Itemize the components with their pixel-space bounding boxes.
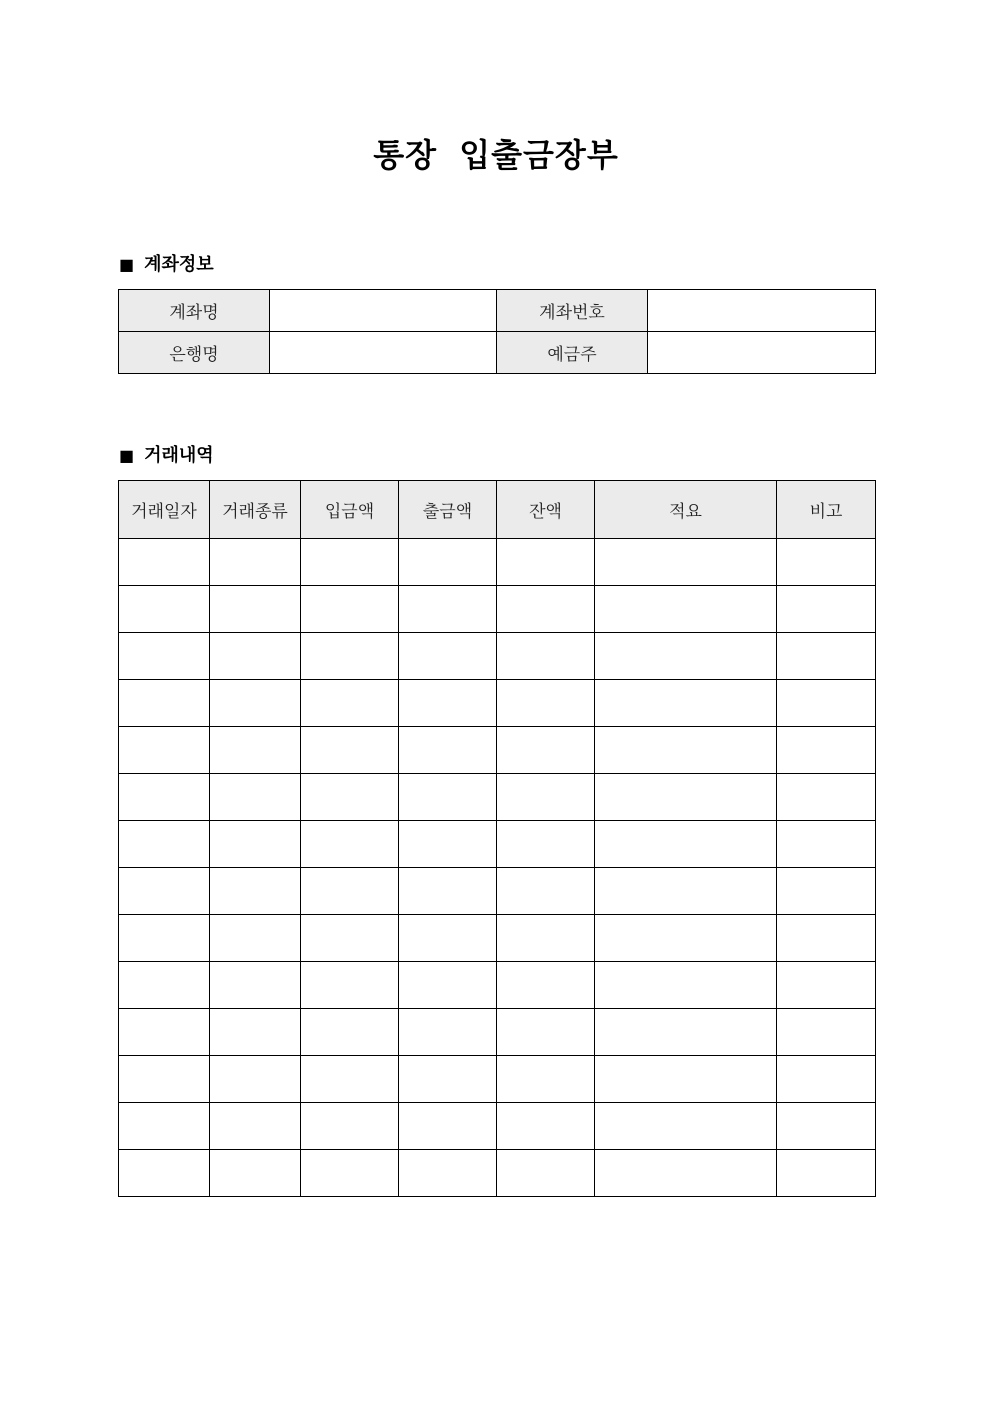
remarks-cell[interactable] (777, 680, 876, 727)
withdrawal-cell[interactable] (399, 821, 497, 868)
description-cell[interactable] (595, 962, 777, 1009)
remarks-cell[interactable] (777, 962, 876, 1009)
deposit-cell[interactable] (301, 1103, 399, 1150)
withdrawal-cell[interactable] (399, 727, 497, 774)
table-row (119, 1009, 876, 1056)
description-cell[interactable] (595, 1150, 777, 1197)
table-row (119, 1103, 876, 1150)
deposit-cell[interactable] (301, 821, 399, 868)
remarks-cell[interactable] (777, 727, 876, 774)
type-cell[interactable] (210, 962, 301, 1009)
column-header-balance: 잔액 (497, 481, 595, 539)
table-row (119, 586, 876, 633)
withdrawal-cell[interactable] (399, 539, 497, 586)
description-cell[interactable] (595, 539, 777, 586)
date-cell[interactable] (119, 868, 210, 915)
balance-cell[interactable] (497, 586, 595, 633)
date-cell[interactable] (119, 539, 210, 586)
type-cell[interactable] (210, 868, 301, 915)
description-cell[interactable] (595, 633, 777, 680)
deposit-cell[interactable] (301, 727, 399, 774)
description-cell[interactable] (595, 1103, 777, 1150)
table-row (119, 962, 876, 1009)
table-row (119, 539, 876, 586)
withdrawal-cell[interactable] (399, 680, 497, 727)
type-cell[interactable] (210, 774, 301, 821)
remarks-cell[interactable] (777, 586, 876, 633)
date-cell[interactable] (119, 727, 210, 774)
withdrawal-cell[interactable] (399, 1150, 497, 1197)
column-header-withdrawal: 출금액 (399, 481, 497, 539)
transactions-table-body (119, 539, 876, 1197)
transactions-section-heading (119, 444, 214, 468)
description-cell[interactable] (595, 821, 777, 868)
description-cell[interactable] (595, 586, 777, 633)
deposit-cell[interactable] (301, 962, 399, 1009)
withdrawal-cell[interactable] (399, 915, 497, 962)
date-cell[interactable] (119, 633, 210, 680)
type-cell[interactable] (210, 915, 301, 962)
withdrawal-cell[interactable] (399, 633, 497, 680)
remarks-cell[interactable] (777, 633, 876, 680)
deposit-cell[interactable] (301, 633, 399, 680)
description-cell[interactable] (595, 727, 777, 774)
description-cell[interactable] (595, 1009, 777, 1056)
bank-name-field[interactable] (270, 332, 497, 374)
table-row (119, 868, 876, 915)
remarks-cell[interactable] (777, 774, 876, 821)
deposit-cell[interactable] (301, 774, 399, 821)
date-cell[interactable] (119, 962, 210, 1009)
description-cell[interactable] (595, 868, 777, 915)
account-holder-label: 예금주 (497, 332, 648, 374)
type-cell[interactable] (210, 539, 301, 586)
type-cell[interactable] (210, 1009, 301, 1056)
square-bullet-icon: ■ (119, 446, 135, 465)
deposit-cell[interactable] (301, 1150, 399, 1197)
account-name-label: 계좌명 (119, 290, 270, 332)
table-row (119, 821, 876, 868)
date-cell[interactable] (119, 915, 210, 962)
account-number-field[interactable] (648, 290, 876, 332)
deposit-cell[interactable] (301, 1009, 399, 1056)
type-cell[interactable] (210, 633, 301, 680)
table-row (119, 680, 876, 727)
date-cell[interactable] (119, 1056, 210, 1103)
table-row (119, 1150, 876, 1197)
bank-name-label: 은행명 (119, 332, 270, 374)
date-cell[interactable] (119, 1009, 210, 1056)
balance-cell[interactable] (497, 633, 595, 680)
type-cell[interactable] (210, 1150, 301, 1197)
square-bullet-icon: ■ (119, 255, 135, 274)
remarks-cell[interactable] (777, 1009, 876, 1056)
account-holder-field[interactable] (648, 332, 876, 374)
column-header-date: 거래일자 (119, 481, 210, 539)
account-name-field[interactable] (270, 290, 497, 332)
transactions-table (118, 480, 876, 1197)
description-cell[interactable] (595, 915, 777, 962)
balance-cell[interactable] (497, 821, 595, 868)
remarks-cell[interactable] (777, 821, 876, 868)
type-cell[interactable] (210, 1103, 301, 1150)
deposit-cell[interactable] (301, 1056, 399, 1103)
withdrawal-cell[interactable] (399, 1009, 497, 1056)
withdrawal-cell[interactable] (399, 1103, 497, 1150)
balance-cell[interactable] (497, 1056, 595, 1103)
transactions-section-title: 거래내역 (144, 445, 214, 466)
balance-cell[interactable] (497, 1150, 595, 1197)
deposit-cell[interactable] (301, 586, 399, 633)
description-cell[interactable] (595, 680, 777, 727)
remarks-cell[interactable] (777, 1150, 876, 1197)
table-row (119, 727, 876, 774)
description-cell[interactable] (595, 774, 777, 821)
balance-cell[interactable] (497, 915, 595, 962)
type-cell[interactable] (210, 727, 301, 774)
balance-cell[interactable] (497, 539, 595, 586)
type-cell[interactable] (210, 680, 301, 727)
balance-cell[interactable] (497, 1103, 595, 1150)
date-cell[interactable] (119, 774, 210, 821)
withdrawal-cell[interactable] (399, 1056, 497, 1103)
date-cell[interactable] (119, 680, 210, 727)
table-row (119, 290, 876, 332)
account-section-title: 계좌정보 (144, 254, 214, 275)
deposit-cell[interactable] (301, 868, 399, 915)
balance-cell[interactable] (497, 774, 595, 821)
column-header-description: 적요 (595, 481, 777, 539)
deposit-cell[interactable] (301, 680, 399, 727)
balance-cell[interactable] (497, 962, 595, 1009)
remarks-cell[interactable] (777, 915, 876, 962)
table-row (119, 332, 876, 374)
withdrawal-cell[interactable] (399, 962, 497, 1009)
type-cell[interactable] (210, 1056, 301, 1103)
balance-cell[interactable] (497, 868, 595, 915)
column-header-deposit: 입금액 (301, 481, 399, 539)
withdrawal-cell[interactable] (399, 868, 497, 915)
table-row (119, 774, 876, 821)
date-cell[interactable] (119, 1150, 210, 1197)
page-title: 통장 입출금장부 (373, 136, 619, 174)
remarks-cell[interactable] (777, 1103, 876, 1150)
remarks-cell[interactable] (777, 1056, 876, 1103)
account-section-heading (119, 253, 214, 277)
account-number-label: 계좌번호 (497, 290, 648, 332)
date-cell[interactable] (119, 1103, 210, 1150)
remarks-cell[interactable] (777, 868, 876, 915)
type-cell[interactable] (210, 821, 301, 868)
table-row (119, 1056, 876, 1103)
table-header-row (119, 481, 876, 539)
column-header-type: 거래종류 (210, 481, 301, 539)
deposit-cell[interactable] (301, 915, 399, 962)
remarks-cell[interactable] (777, 539, 876, 586)
balance-cell[interactable] (497, 1009, 595, 1056)
column-header-remarks: 비고 (777, 481, 876, 539)
description-cell[interactable] (595, 1056, 777, 1103)
date-cell[interactable] (119, 586, 210, 633)
balance-cell[interactable] (497, 680, 595, 727)
withdrawal-cell[interactable] (399, 774, 497, 821)
type-cell[interactable] (210, 586, 301, 633)
withdrawal-cell[interactable] (399, 586, 497, 633)
deposit-cell[interactable] (301, 539, 399, 586)
table-row (119, 633, 876, 680)
date-cell[interactable] (119, 821, 210, 868)
account-info-table (118, 289, 876, 374)
table-row (119, 915, 876, 962)
balance-cell[interactable] (497, 727, 595, 774)
